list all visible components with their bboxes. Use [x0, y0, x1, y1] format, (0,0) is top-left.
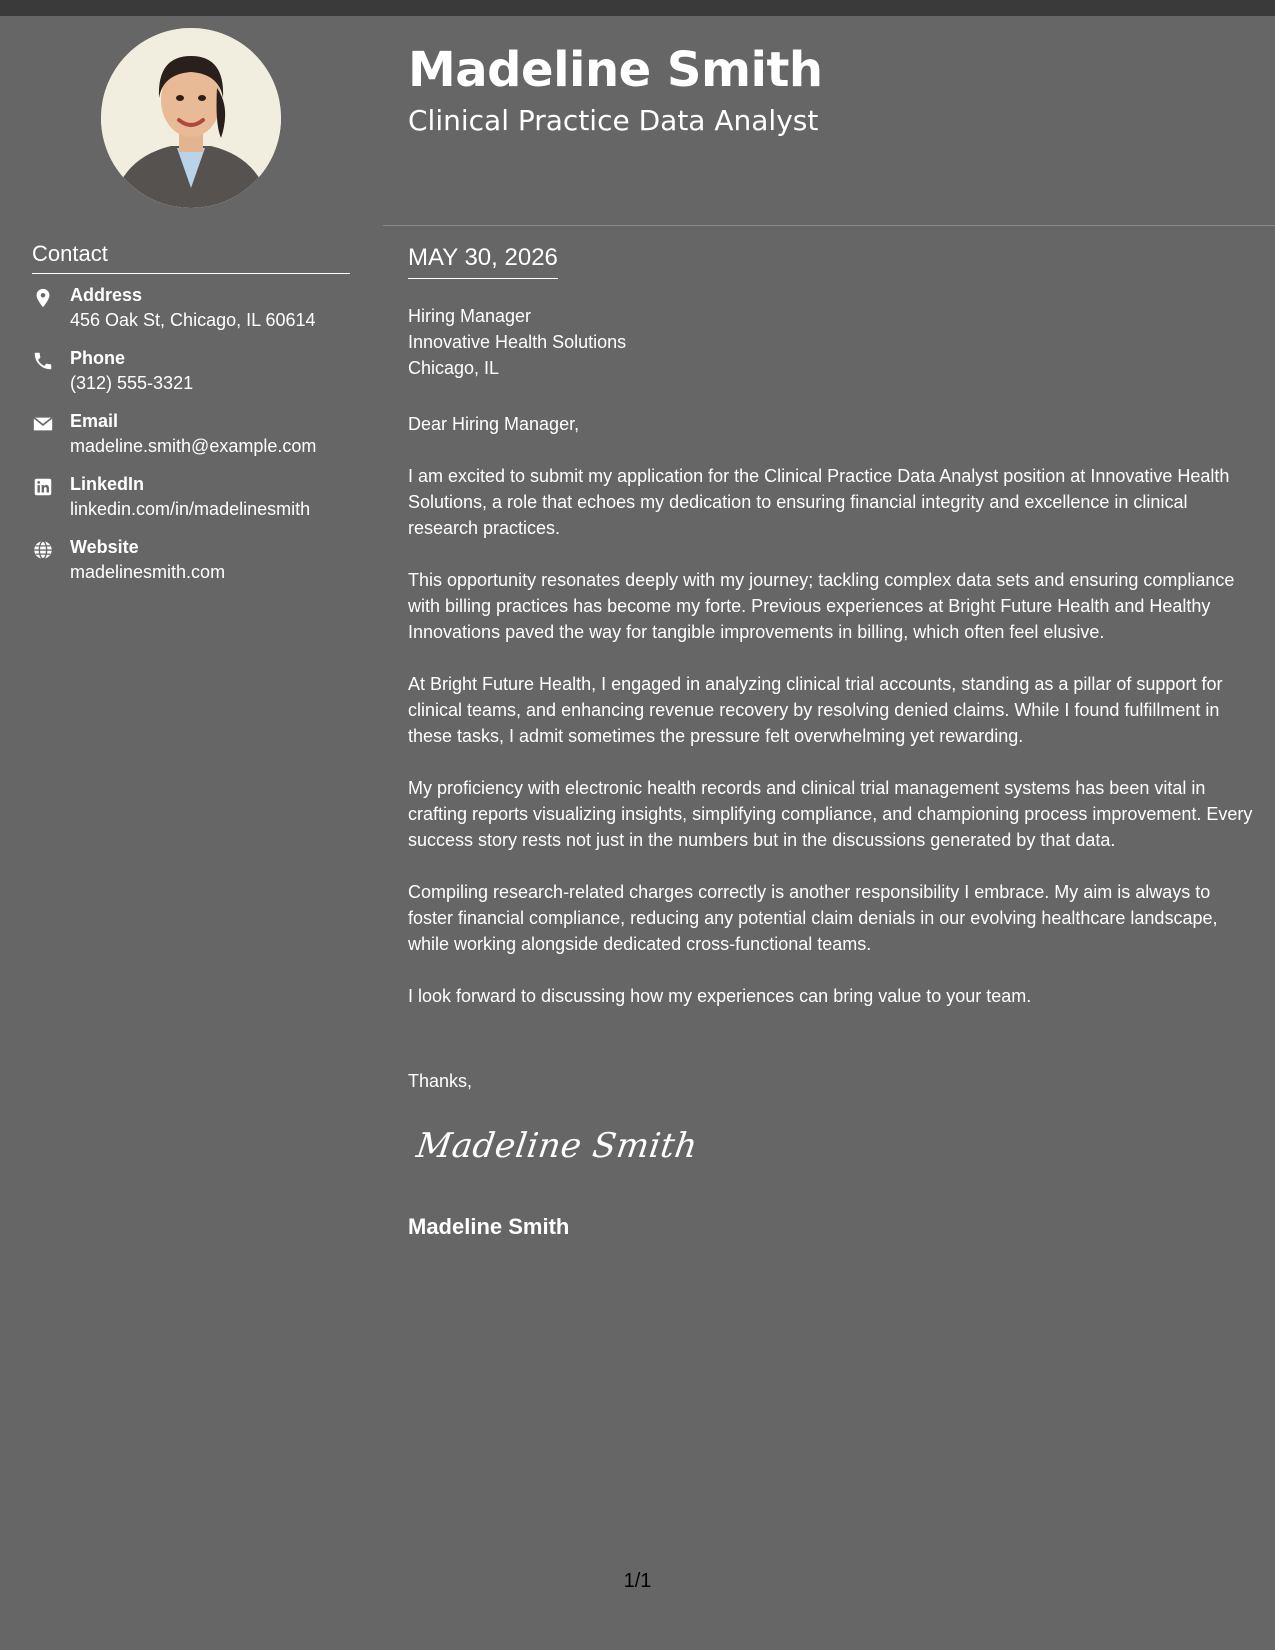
applicant-name: Madeline Smith	[408, 42, 823, 98]
contact-label: Address	[70, 285, 143, 305]
avatar	[101, 28, 281, 208]
contact-label: Email	[70, 411, 119, 431]
contact-value: madelinesmith.com	[70, 562, 226, 582]
letter-paragraph: I am excited to submit my application for the Clinical Practice Data Analyst position at Innovative Health Solutions, a role that echoes my dedication to ensuring financial integrity and excellence in clinical research practices.	[408, 466, 1230, 538]
letter-paragraph: My proficiency with electronic health records and clinical trial management systems has been vital in crafting reports visualizing insights, simplifying compliance, and championing process improvement. Every success story rests not just in the numbers but in the discussions generated by that data.	[408, 778, 1253, 850]
avatar-photo	[101, 28, 281, 208]
letter-paragraph: At Bright Future Health, I engaged in analyzing clinical trial accounts, standing as a pillar of support for clinical teams, and enhancing revenue recovery by resolving denied claims. While I found fulfillment in these tasks, I admit sometimes the pressure felt overwhelming yet rewarding.	[408, 674, 1223, 746]
contact-label: Phone	[70, 348, 126, 368]
letter-body	[408, 411, 1256, 1035]
recipient-line: Innovative Health Solutions	[408, 332, 627, 352]
contact-list	[32, 285, 362, 600]
signed-name: Madeline Smith	[408, 1214, 570, 1239]
contact-value: linkedin.com/in/madelinesmith	[70, 499, 311, 519]
contact-value: 456 Oak St, Chicago, IL 60614	[70, 310, 316, 330]
contact-value: (312) 555-3321	[70, 373, 194, 393]
contact-label: Website	[70, 537, 139, 557]
letter-paragraph: Compiling research-related charges correctly is another responsibility I embrace. My aim is always to foster financial compliance, reducing any potential claim denials in our evolving healthcare landscape, while working alongside dedicated cross-functional teams.	[408, 882, 1218, 954]
contact-item-phone	[32, 348, 362, 411]
letter-date: MAY 30, 2026	[408, 244, 558, 279]
signature: Madeline Smith	[414, 1126, 701, 1166]
contact-heading: Contact	[32, 241, 350, 274]
recipient-block	[408, 303, 626, 381]
recipient-line: Hiring Manager	[408, 306, 532, 326]
contact-item-email	[32, 411, 362, 474]
contact-item-website	[32, 537, 362, 600]
contact-label: LinkedIn	[70, 474, 145, 494]
linkedin-icon	[32, 476, 54, 498]
contact-item-address	[32, 285, 362, 348]
top-bar	[0, 0, 1275, 16]
salutation: Dear Hiring Manager,	[408, 414, 580, 434]
header-divider	[383, 225, 1275, 226]
page-number: 1/1	[623, 1570, 652, 1592]
envelope-icon	[32, 413, 54, 435]
letter-paragraph: This opportunity resonates deeply with my journey; tackling complex data sets and ensuring compliance with billing practices has become my forte. Previous experiences at Bright Future Health and Healthy Innovations paved the way for tangible improvements in billing, which often feel elusive.	[408, 570, 1235, 642]
globe-icon	[32, 539, 54, 561]
job-title: Clinical Practice Data Analyst	[408, 104, 819, 137]
contact-value: madeline.smith@example.com	[70, 436, 317, 456]
recipient-line: Chicago, IL	[408, 358, 500, 378]
letter-paragraph: I look forward to discussing how my experiences can bring value to your team.	[408, 986, 1032, 1006]
contact-item-linkedin	[32, 474, 362, 537]
map-pin-icon	[32, 287, 54, 309]
closing: Thanks,	[408, 1071, 473, 1091]
phone-icon	[32, 350, 54, 372]
